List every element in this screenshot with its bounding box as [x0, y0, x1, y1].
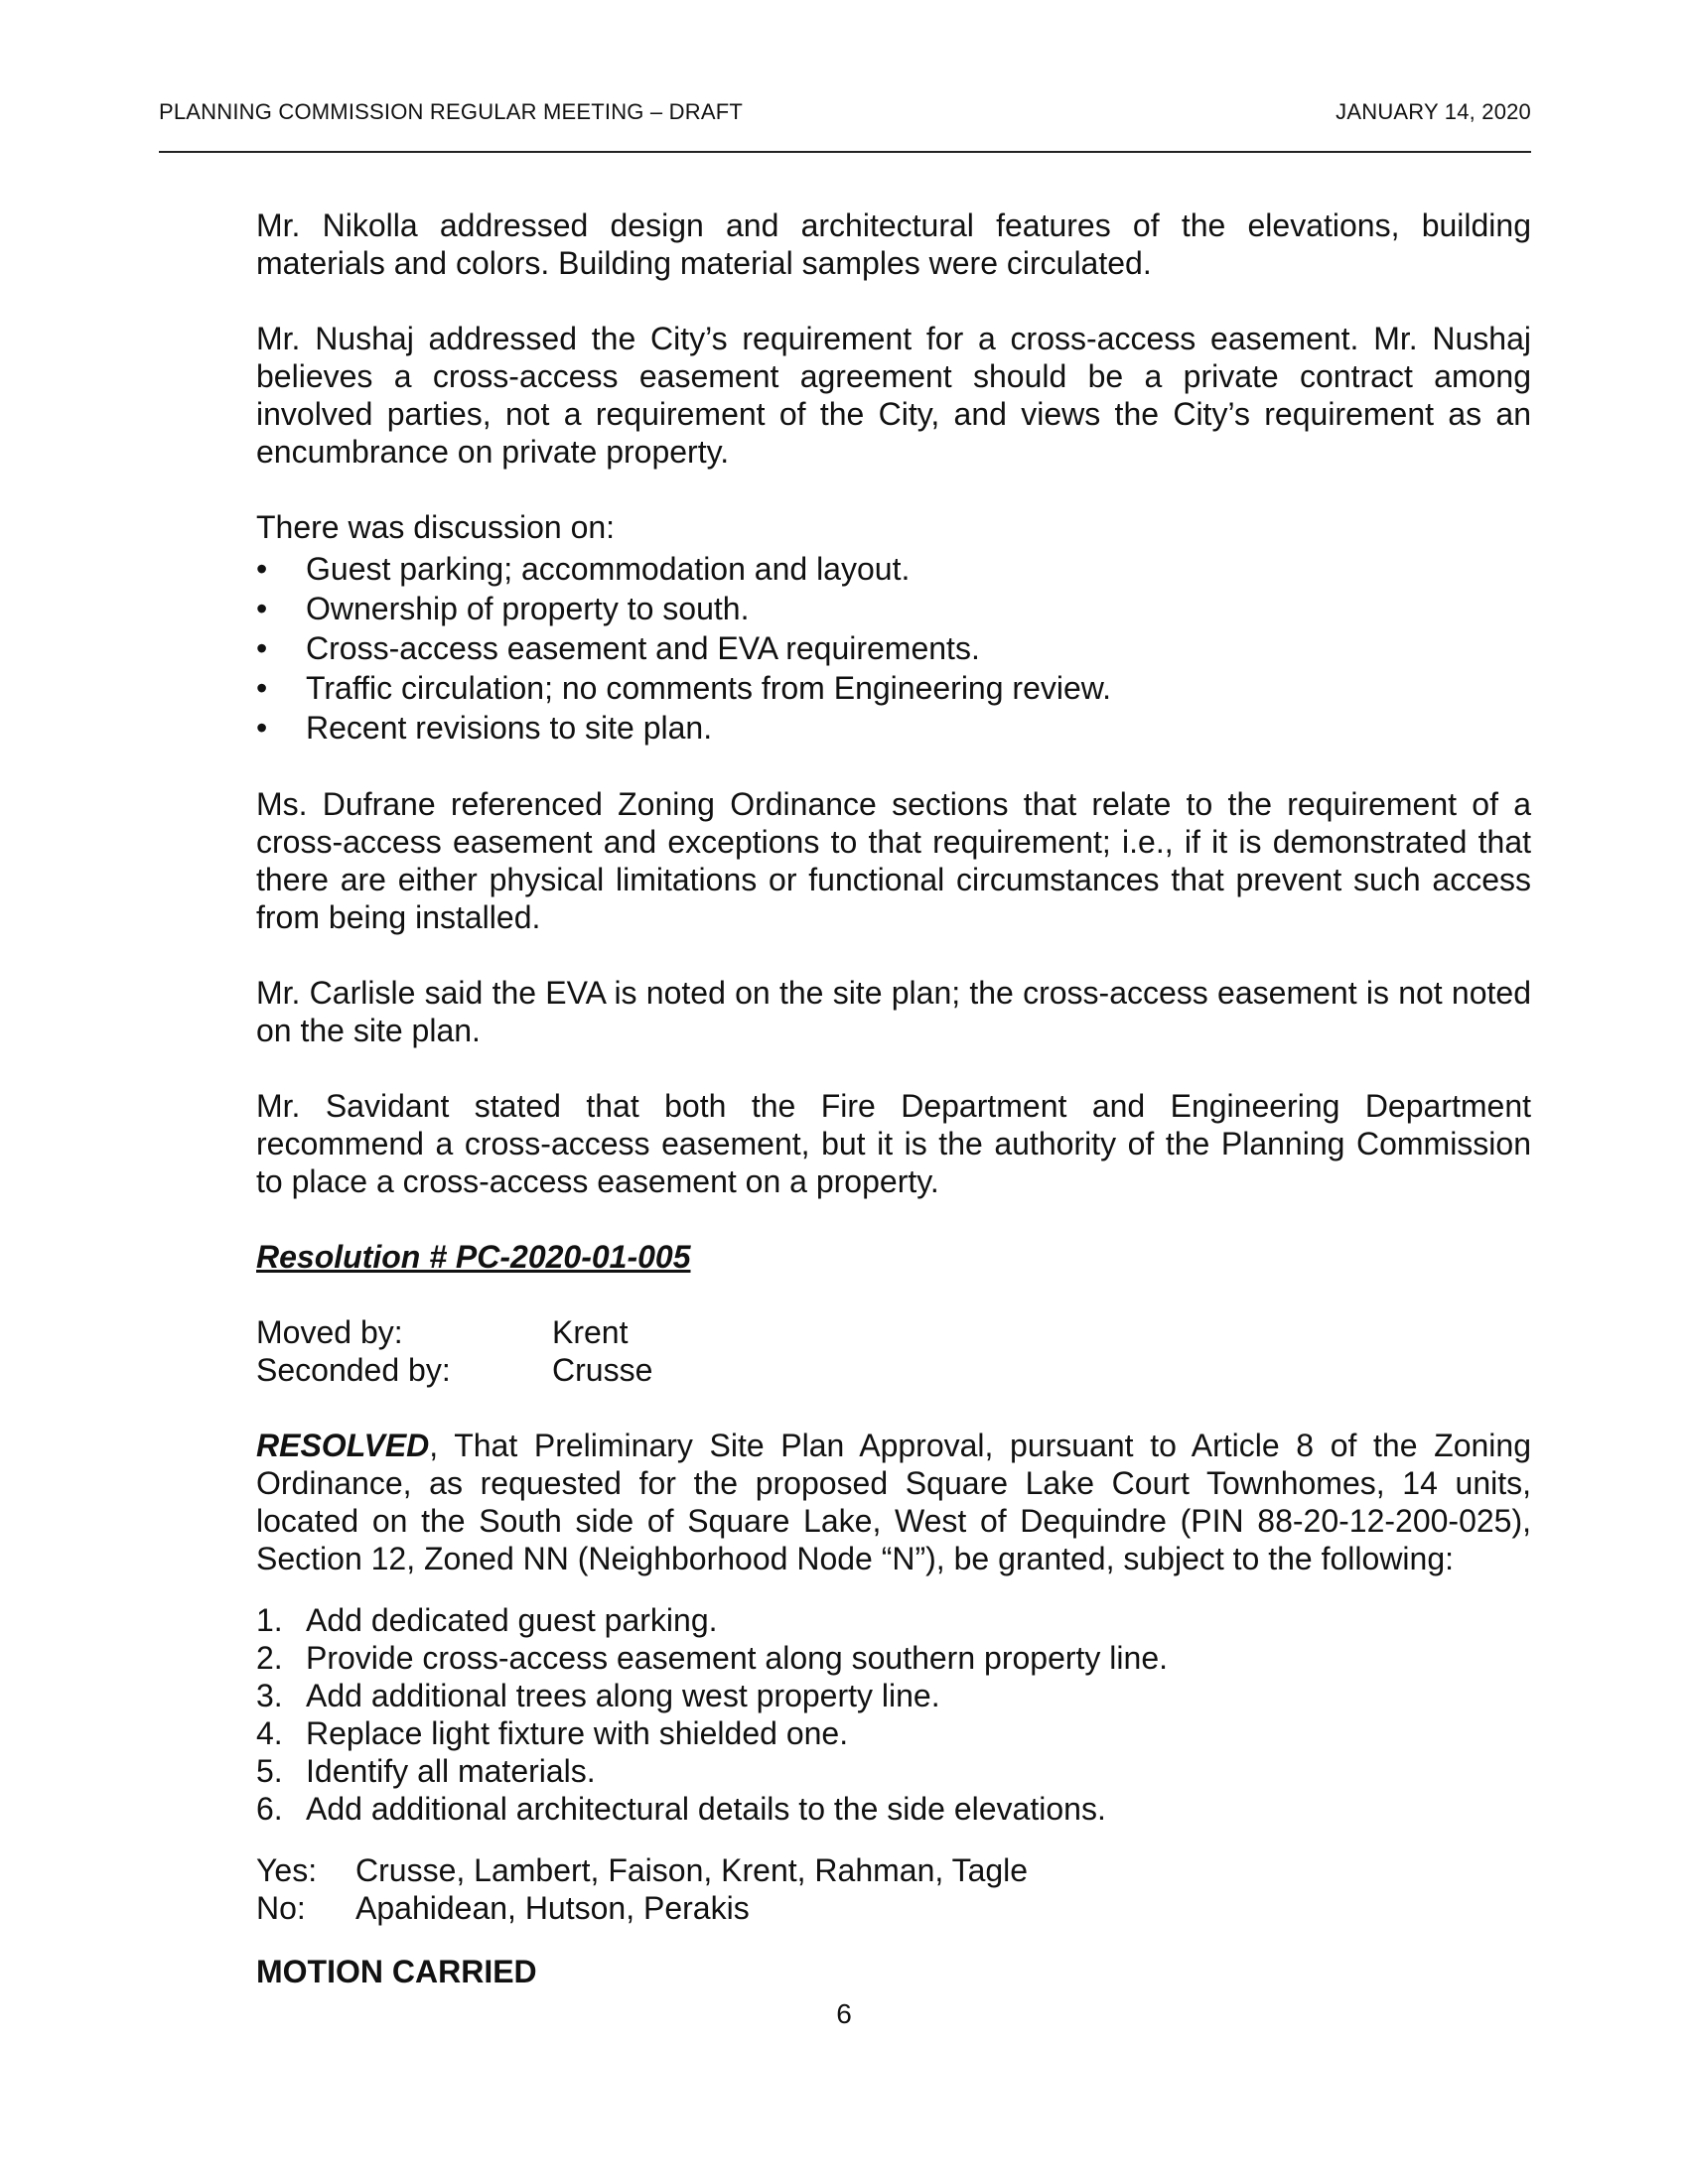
paragraph-nikolla: Mr. Nikolla addressed design and architectural features of the elevations, building materials and colors. Building material samples were circulated. [256, 207, 1531, 281]
resolution-title: Resolution # PC-2020-01-005 [256, 1239, 691, 1275]
no-label: No: [256, 1890, 306, 1926]
yes-names: Crusse, Lambert, Faison, Krent, Rahman, Tagle [355, 1852, 1029, 1888]
seconded-by-value: Crusse [552, 1352, 653, 1388]
page-header [159, 95, 1531, 153]
list-item: • Traffic circulation; no comments from Engineering review. [256, 668, 1531, 708]
page-number: 6 [836, 1998, 852, 2029]
paragraph-carlisle: Mr. Carlisle said the EVA is noted on the site plan; the cross-access easement is not noted on the site plan. [256, 975, 1531, 1048]
list-item: • Ownership of property to south. [256, 589, 1531, 628]
list-item [256, 1639, 1531, 1677]
resolved-paragraph [256, 1427, 1531, 1577]
no-names: Apahidean, Hutson, Perakis [355, 1890, 750, 1926]
list-item [256, 1677, 1531, 1714]
paragraph-nushaj: Mr. Nushaj addressed the City’s requirement for a cross-access easement. Mr. Nushaj believes a cross-access easement agreement should be a private contract among involved parties, not a requirement of the City, and views the City’s requirement as an encumbrance on private property. [256, 321, 1531, 470]
discussion-intro: There was discussion on: [256, 509, 616, 545]
seconded-by-label: Seconded by: [256, 1352, 451, 1388]
list-item: • Recent revisions to site plan. [256, 708, 1531, 748]
no-votes-row [256, 1889, 1531, 1927]
moved-by-label: Moved by: [256, 1314, 403, 1350]
condition-number: 4. [256, 1715, 283, 1751]
list-item [256, 1601, 1531, 1639]
list-item [256, 1790, 1531, 1828]
document-body [256, 206, 1531, 2028]
discussion-list [256, 549, 1531, 748]
list-item [256, 1752, 1531, 1790]
condition-number: 5. [256, 1753, 283, 1789]
condition-number: 3. [256, 1678, 283, 1713]
resolved-label: RESOLVED [256, 1428, 430, 1463]
seconded-by-row [256, 1351, 1531, 1389]
paragraph-savidant: Mr. Savidant stated that both the Fire Department and Engineering Department recommend a cross-access easement, but it is the authority of the Planning Commission to place a cross-access easement on a property. [256, 1088, 1531, 1199]
condition-text: Add additional architectural details to the side elevations. [306, 1791, 1106, 1827]
list-item: • Cross-access easement and EVA requirements. [256, 628, 1531, 668]
motion-sponsors [256, 1313, 1531, 1389]
condition-number: 1. [256, 1602, 283, 1638]
moved-by-value: Krent [552, 1314, 629, 1350]
condition-number: 6. [256, 1791, 283, 1827]
resolved-text: , That Preliminary Site Plan Approval, pursuant to Article 8 of the Zoning Ordinance, as requested for the proposed Square Lake Court Townhomes, 14 units, located on the South side of Square Lake, West of Dequindre (PIN 88-20-12-200-025), Section 12, Zoned NN (Neighborhood Node “N”), be granted, subject to the following: [256, 1428, 1531, 1576]
header-date: JANUARY 14, 2020 [1336, 99, 1531, 124]
list-item [256, 1714, 1531, 1752]
list-item: • Guest parking; accommodation and layout. [256, 549, 1531, 589]
vote-tally [256, 1851, 1531, 1927]
conditions-list [256, 1601, 1531, 1828]
motion-result: MOTION CARRIED [256, 1954, 537, 1989]
yes-label: Yes: [256, 1852, 318, 1888]
condition-text: Identify all materials. [306, 1753, 596, 1789]
paragraph-dufrane: Ms. Dufrane referenced Zoning Ordinance sections that relate to the requirement of a cross-access easement and exceptions to that requirement; i.e., if it is demonstrated that there are either physical limitations or functional circumstances that prevent such access from being installed. [256, 786, 1531, 935]
condition-text: Add additional trees along west property line. [306, 1678, 940, 1713]
moved-by-row [256, 1313, 1531, 1351]
condition-text: Replace light fixture with shielded one. [306, 1715, 849, 1751]
condition-text: Provide cross-access easement along southern property line. [306, 1640, 1168, 1676]
header-meeting-title: PLANNING COMMISSION REGULAR MEETING – DRAFT [159, 99, 744, 124]
condition-text: Add dedicated guest parking. [306, 1602, 718, 1638]
yes-votes-row [256, 1851, 1531, 1889]
condition-number: 2. [256, 1640, 283, 1676]
